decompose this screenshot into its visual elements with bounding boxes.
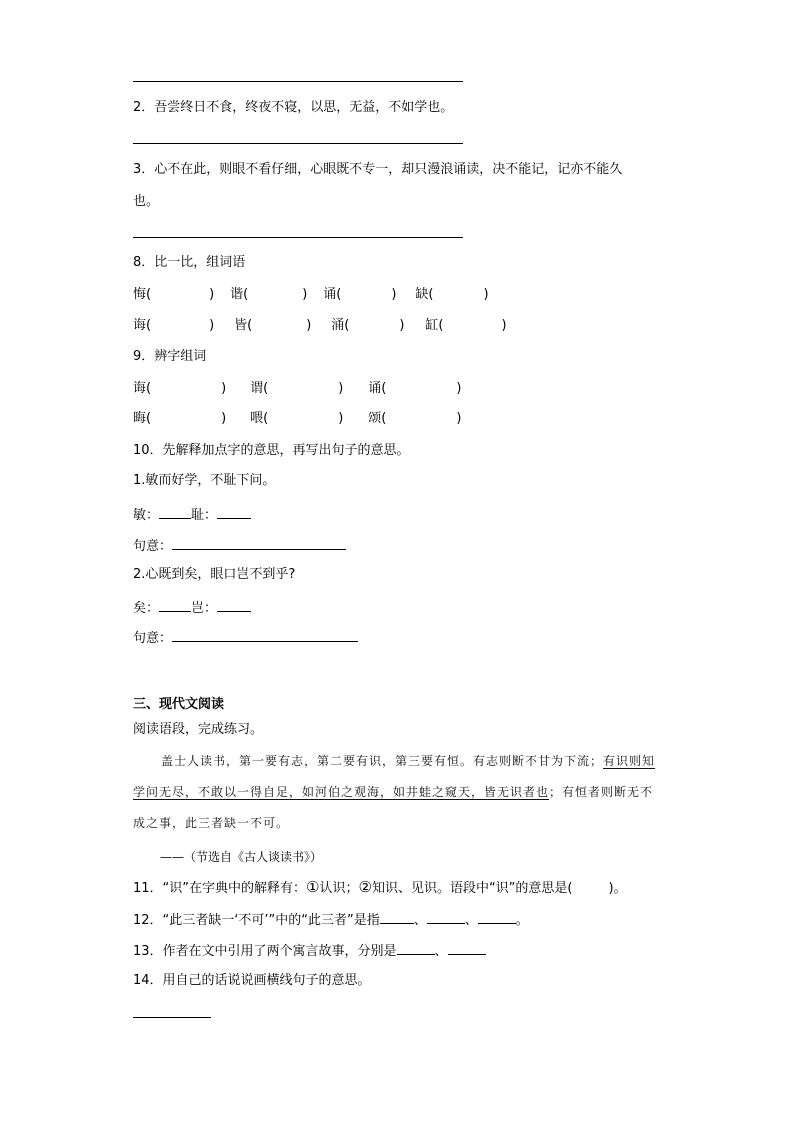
answer-blank[interactable] bbox=[217, 599, 251, 612]
answer-line bbox=[133, 143, 463, 144]
section-3-heading: 三、现代文阅读 bbox=[133, 697, 225, 712]
question-9-row-1 bbox=[133, 381, 461, 397]
section-3-instruction: 阅读语段，完成练习。 bbox=[133, 722, 264, 737]
question-12: 12．“此三者缺一‘不可’”中的“此三者”是指 、 、 。 bbox=[133, 913, 529, 928]
answer-blank[interactable] bbox=[159, 506, 191, 519]
word-item: 谓( ) bbox=[250, 381, 344, 396]
compare-item: 诲( ) bbox=[133, 318, 215, 333]
compare-item: 涌( ) bbox=[331, 318, 405, 333]
compare-item: 谐( ) bbox=[230, 287, 308, 302]
answer-blank[interactable] bbox=[159, 599, 191, 612]
question-10-sentence-1: 1.敏而好学，不耻下问。 bbox=[133, 473, 276, 488]
question-8-title: 8．比一比，组词语 bbox=[133, 255, 246, 270]
answer-line bbox=[133, 81, 463, 82]
question-8-row-2 bbox=[133, 318, 507, 334]
question-9-row-2 bbox=[133, 411, 461, 427]
word-item: 颂( ) bbox=[368, 411, 462, 426]
reading-passage: 盖士人读书，第一要有志，第二要有识，第三要有恒。有志则断不甘为下流；有识则知学问无尽，不敢以一得自足，如河伯之观海，如井蛙之窥天，皆无识者也；有恒者则断无不成之事，此三者缺一不可。 bbox=[133, 754, 656, 830]
question-8-row-1 bbox=[133, 287, 489, 303]
answer-blank[interactable] bbox=[397, 942, 435, 955]
compare-item: 悔( ) bbox=[133, 287, 215, 302]
compare-item: 皆( ) bbox=[234, 318, 312, 333]
question-10-s1-meaning: 句意： bbox=[133, 537, 346, 555]
question-10-title: 10．先解释加点字的意思，再写出句子的意思。 bbox=[133, 443, 410, 458]
compare-item: 诵( ) bbox=[323, 287, 397, 302]
passage-source: ——（节选自《古人谈读书》） bbox=[160, 850, 323, 864]
question-3-line-1: 3．心不在此，则眼不看仔细，心眼既不专一，却只漫浪诵读，决不能记，记亦不能久 bbox=[133, 162, 623, 177]
word-item: 诲( ) bbox=[133, 381, 227, 396]
answer-blank[interactable] bbox=[448, 942, 486, 955]
question-10-sentence-2: 2.心既到矣，眼口岂不到乎? bbox=[133, 567, 296, 582]
answer-blank[interactable] bbox=[217, 506, 251, 519]
question-10-s1-words: 敏： 耻： bbox=[133, 506, 251, 524]
answer-line bbox=[133, 237, 463, 238]
answer-blank[interactable] bbox=[172, 629, 358, 642]
answer-line[interactable] bbox=[133, 1017, 211, 1018]
word-item: 喂( ) bbox=[250, 411, 344, 426]
answer-blank[interactable] bbox=[478, 911, 516, 924]
compare-item: 缺( ) bbox=[415, 287, 489, 302]
answer-blank[interactable] bbox=[172, 537, 346, 550]
compare-item: 缸( ) bbox=[425, 318, 507, 333]
question-10-s2-meaning: 句意： bbox=[133, 629, 358, 647]
question-3-line-2: 也。 bbox=[133, 194, 160, 209]
answer-blank[interactable] bbox=[427, 911, 465, 924]
answer-blank[interactable] bbox=[380, 911, 414, 924]
question-13: 13．作者在文中引用了两个寓言故事，分别是 、 bbox=[133, 942, 486, 960]
word-item: 诵( ) bbox=[368, 381, 462, 396]
question-10-s2-words: 矣： 岂： bbox=[133, 599, 251, 617]
word-item: 晦( ) bbox=[133, 411, 227, 426]
question-14: 14．用自己的话说说画横线句子的意思。 bbox=[133, 973, 371, 988]
question-2: 2．吾尝终日不食，终夜不寝，以思，无益，不如学也。 bbox=[133, 100, 454, 115]
question-11: 11．“识”在字典中的解释有：①认识；②知识、见识。语段中“识”的意思是( )。 bbox=[133, 878, 627, 896]
question-9-title: 9．辨字组词 bbox=[133, 349, 207, 364]
